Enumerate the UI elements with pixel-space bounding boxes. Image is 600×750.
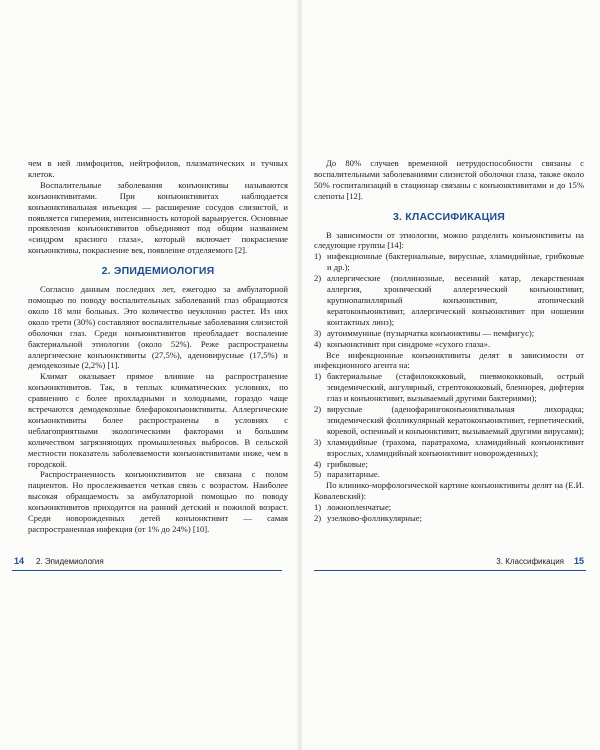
running-section-title: 3. Классификация [496,557,564,566]
paragraph: Согласно данным последних лет, ежегодно за амбулаторной помощью по поводу воспалительных заболеваний глаз обращаются около 18 млн больных. Это количество неуклонно растет. Из них около трети (30%) составляют воспалительные заболевания слизистой оболочки глаз. Среди конъюнктивитов преобладает воспаление бактериальной этиологии (около 52%). Реже распространены аллергические конъюнктивиты (27,5%), аденовирусные (17,5%) и демодекозные (2,2%) [1]. [28,284,288,371]
left-page [0,0,298,750]
paragraph: Распространенность конъюнктивитов не связана с полом пациентов. Но прослеживается четкая связь с возрастом. Наиболее высокая обращаемость за амбулаторной помощью по поводу конъюнктивитов приходится на ранний детский и пожилой возраст. Среди новорожденных детей конъюнктивит — самая распространенная инфекция (от 1% до 24%) [10]. [28,469,288,534]
clinical-groups-list [314,502,584,524]
footer-rule [12,570,282,571]
footer-rule [314,570,586,571]
right-page-footer [314,556,586,576]
paragraph: чем в ней лимфоцитов, нейтрофилов, плазматических и тучных клеток. [28,158,288,179]
section-heading-classification: 3. КЛАССИФИКАЦИЯ [393,210,505,223]
section-heading-epidemiology: 2. ЭПИДЕМИОЛОГИЯ [101,265,215,278]
list-item: 1) инфекционные (бактериальные, вирусные, хламидийные, грибковые и др.); [314,251,584,273]
list-item: 5) паразитарные. [314,469,380,480]
infectious-groups-list [314,371,584,480]
paragraph: Воспалительные заболевания конъюнктивы называются конъюнктивитами. При конъюнктивитах наблюдается конъюнктивальная инъекция — расширение сосудов слизистой, и появляется гиперемия, интенсивность которой варьируется. Основные проявления конъюнктивитов объединяют под общим названием «синдром красного глаза», который включает покраснение конъюнктивы, покраснение век, появление отделяемого [2]. [28,179,288,256]
right-page-text-column [314,158,584,524]
page-number: 14 [14,556,25,566]
list-item: 1) ложнопленчатые; [314,502,392,513]
right-page [302,0,600,750]
paragraph: По клинико-морфологической картине конъюнктивиты делят на (Е.И. Ковалевский): [314,480,584,502]
paragraph: Климат оказывает прямое влияние на распространение конъюнктивитов. Так, в теплых климатических условиях, по сравнению с более прохладными и холодными, гораздо чаще встречаются демодекозные блефароконъюнктивиты. Аллергические конъюнктивиты более распространены в условиях с неблагоприятными экологическими факторами и большим количеством загрязняющих промышленных выбросов. В сельской местности показатель заболеваемости конъюнктивитами ниже, чем в городской. [28,371,288,469]
list-item: 2) узелково-фолликулярные; [314,513,423,524]
list-item: 3) хламидийные (трахома, паратрахома, хламидийный конъюнктивит взрослых, хламидийный конъюнктивит новорожденных); [314,436,584,458]
left-page-text-column [28,158,288,535]
list-item: 3) аутоиммунные (пузырчатка конъюнктивы — пемфигус); [314,327,535,338]
list-item: 4) грибковые; [314,458,368,469]
list-item: 1) бактериальные (стафилококковый, пневмококковый, острый эпидемический, ангулярный, стрептококковый, бленнорея, дифтерия глаз и конъюнктивит, вызываемый другими бактериями); [314,371,584,404]
page-number: 15 [573,556,584,566]
list-item: 2) аллергические (поллинозные, весенний катар, лекарственная аллергия, хронический аллергический конъюнктивит, крупнопапиллярный конъюнктивит, атопический кератоконъюнктивит, аллергический конъюнктивит при ношении контактных линз); [314,273,584,327]
paragraph: До 80% случаев временной нетрудоспособности связаны с воспалительными заболеваниями слизистой оболочки глаза, также около 50% госпитализаций в стационар связаны с конъюнктивитами и до 15% слепоты [12]. [314,158,584,201]
list-item: 4) конъюнктивит при синдроме «сухого глаза». [314,338,491,349]
paragraph: В зависимости от этиологии, можно разделить конъюнктивиты на следующие группы [14]: [314,229,584,251]
left-page-footer [12,556,282,576]
paragraph: Все инфекционные конъюнктивиты делят в зависимости от инфекционного агента на: [314,349,584,371]
running-section-title: 2. Эпидемиология [36,557,104,566]
etiology-groups-list [314,251,584,349]
list-item: 2) вирусные (аденофарингоконъюнктивальная лихорадка; эпидемический фолликулярный кератоконъюнктивит, герпетический, коревой, оспенный и конъюнктивит, вызываемый другими вирусами); [314,404,584,436]
